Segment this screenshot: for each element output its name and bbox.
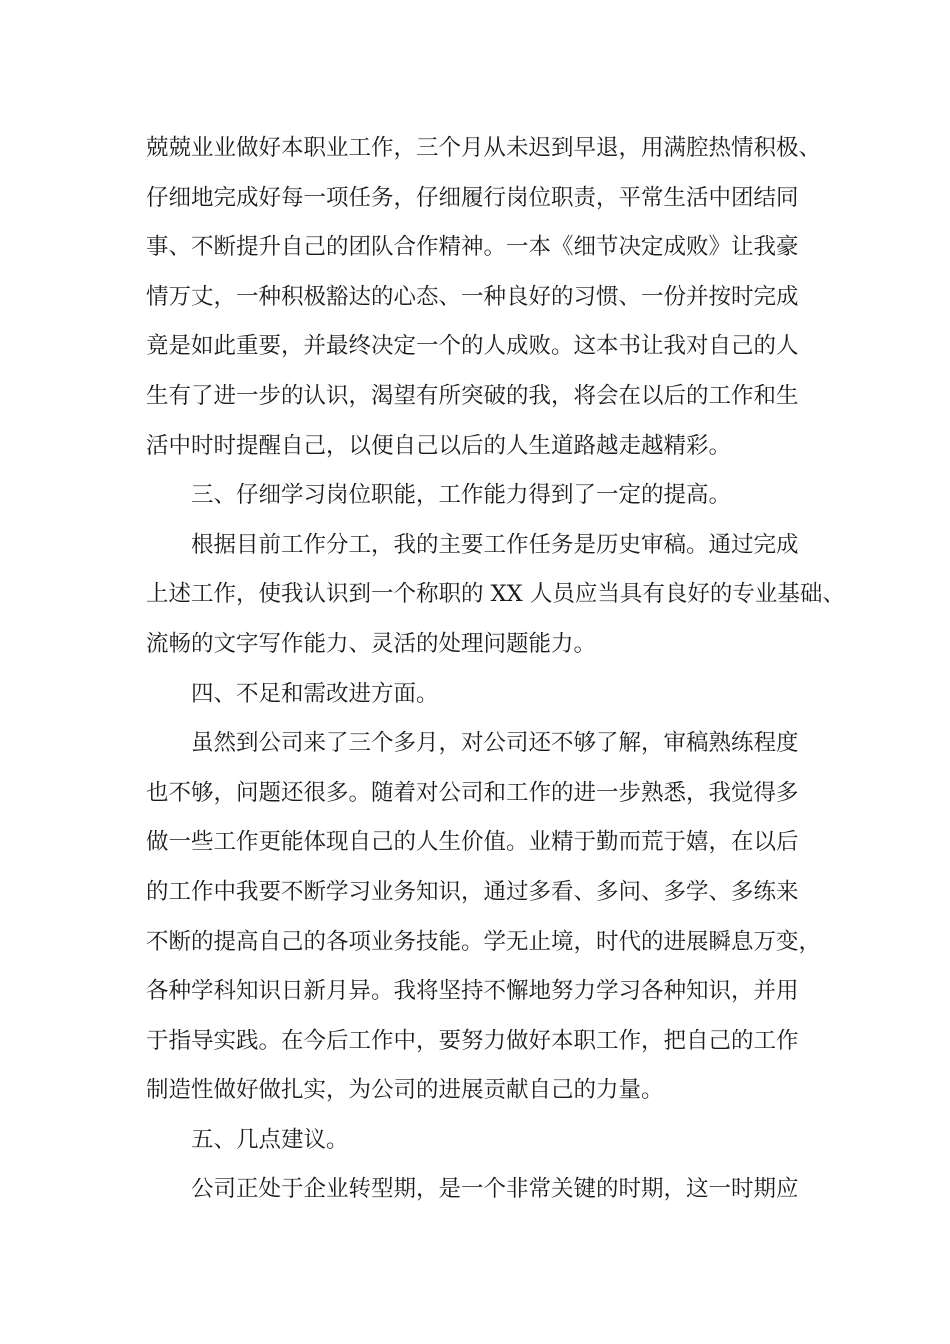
text-line: 情万丈，一种积极豁达的心态、一种良好的习惯、一份并按时完成 <box>146 283 799 310</box>
text-line: 于指导实践。在今后工作中，要努力做好本职工作，把自己的工作 <box>146 1027 799 1054</box>
text-line: 竟是如此重要，并最终决定一个的人成败。这本书让我对自己的人 <box>146 333 799 360</box>
text-line: 五、几点建议。 <box>191 1126 349 1153</box>
text-line: 的工作中我要不断学习业务知识，通过多看、多问、多学、多练来 <box>146 878 799 905</box>
text-line: 活中时时提醒自己，以便自己以后的人生道路越走越精彩。 <box>146 432 732 459</box>
text-line: 也不够，问题还很多。随着对公司和工作的进一步熟悉，我觉得多 <box>146 779 799 806</box>
text-line: 各种学科知识日新月异。我将坚持不懈地努力学习各种知识，并用 <box>146 978 799 1005</box>
text-line: 生有了进一步的认识，渴望有所突破的我，将会在以后的工作和生 <box>146 382 799 409</box>
text-line: 仔细地完成好每一项任务，仔细履行岗位职责，平常生活中团结同 <box>146 184 799 211</box>
document-body <box>146 128 845 1219</box>
text-line: 事、不断提升自己的团队合作精神。一本《细节决定成败》让我豪 <box>146 234 799 261</box>
text-line: 做一些工作更能体现自己的人生价值。业精于勤而荒于嬉，在以后 <box>146 829 799 856</box>
text-line: 兢兢业业做好本职业工作，三个月从未迟到早退，用满腔热情积极、 <box>146 135 822 161</box>
text-line: 公司正处于企业转型期，是一个非常关键的时期，这一时期应 <box>191 1176 799 1203</box>
text-line: 制造性做好做扎实，为公司的进展贡献自己的力量。 <box>146 1077 664 1104</box>
text-line: 不断的提高自己的各项业务技能。学无止境，时代的进展瞬息万变， <box>146 928 822 955</box>
text-line: 上述工作，使我认识到一个称职的 XX 人员应当具有良好的专业基础、 <box>146 581 845 608</box>
text-line: 根据目前工作分工，我的主要工作任务是历史审稿。通过完成 <box>191 531 799 558</box>
text-line: 虽然到公司来了三个多月，对公司还不够了解，审稿熟练程度 <box>191 730 799 757</box>
text-line: 三、仔细学习岗位职能，工作能力得到了一定的提高。 <box>191 482 732 509</box>
text-line: 流畅的文字写作能力、灵活的处理问题能力。 <box>146 630 597 657</box>
text-line: 四、不足和需改进方面。 <box>191 680 439 707</box>
